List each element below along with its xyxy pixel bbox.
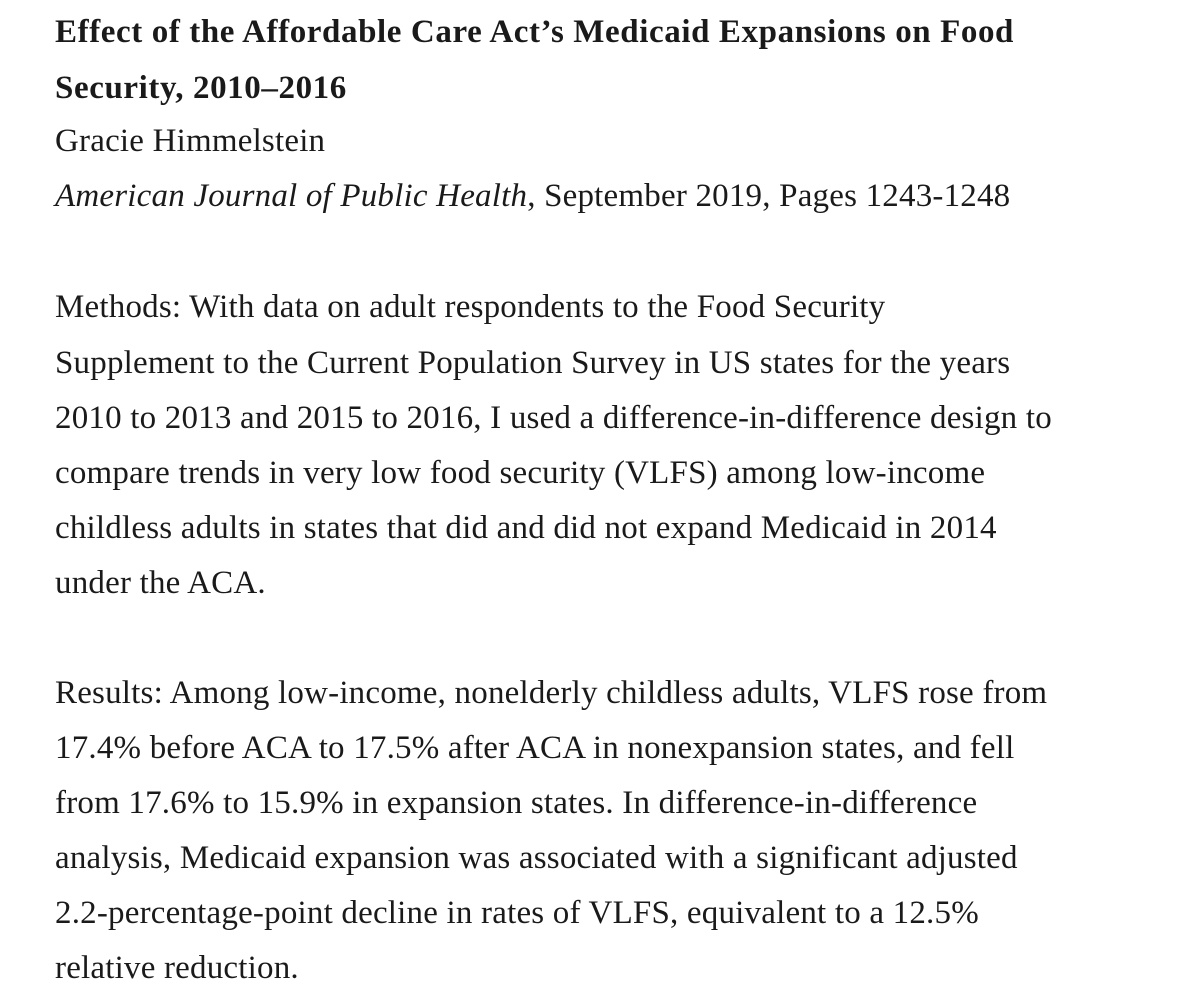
results-line: 2.2-percentage-point decline in rates of VLFS, equivalent to a 12.5%: [55, 895, 979, 931]
methods-line: under the ACA.: [55, 565, 266, 601]
results-line: from 17.6% to 15.9% in expansion states. In difference-in-difference: [55, 785, 978, 821]
methods-line: Supplement to the Current Population Survey in US states for the years: [55, 345, 1011, 381]
results-line: Results: Among low-income, nonelderly childless adults, VLFS rose from: [55, 675, 1048, 711]
methods-line: Methods: With data on adult respondents to the Food Security: [55, 289, 886, 325]
results-line: relative reduction.: [55, 950, 299, 986]
methods-line: 2010 to 2013 and 2015 to 2016, I used a difference-in-difference design to: [55, 400, 1052, 436]
citation: [55, 176, 1010, 216]
methods-line: compare trends in very low food security (VLFS) among low-income: [55, 455, 986, 491]
article-title-line-1: Effect of the Affordable Care Act’s Medicaid Expansions on Food: [55, 14, 1015, 50]
author-name: Gracie Himmelstein: [55, 123, 326, 159]
article-title-line-2: Security, 2010–2016: [55, 70, 347, 106]
results-line: 17.4% before ACA to 17.5% after ACA in nonexpansion states, and fell: [55, 730, 1015, 766]
results-line: analysis, Medicaid expansion was associated with a significant adjusted: [55, 840, 1018, 876]
journal-name: American Journal of Public Health: [55, 178, 528, 214]
methods-line: childless adults in states that did and did not expand Medicaid in 2014: [55, 510, 997, 546]
citation-details: , September 2019, Pages 1243-1248: [527, 178, 1011, 214]
